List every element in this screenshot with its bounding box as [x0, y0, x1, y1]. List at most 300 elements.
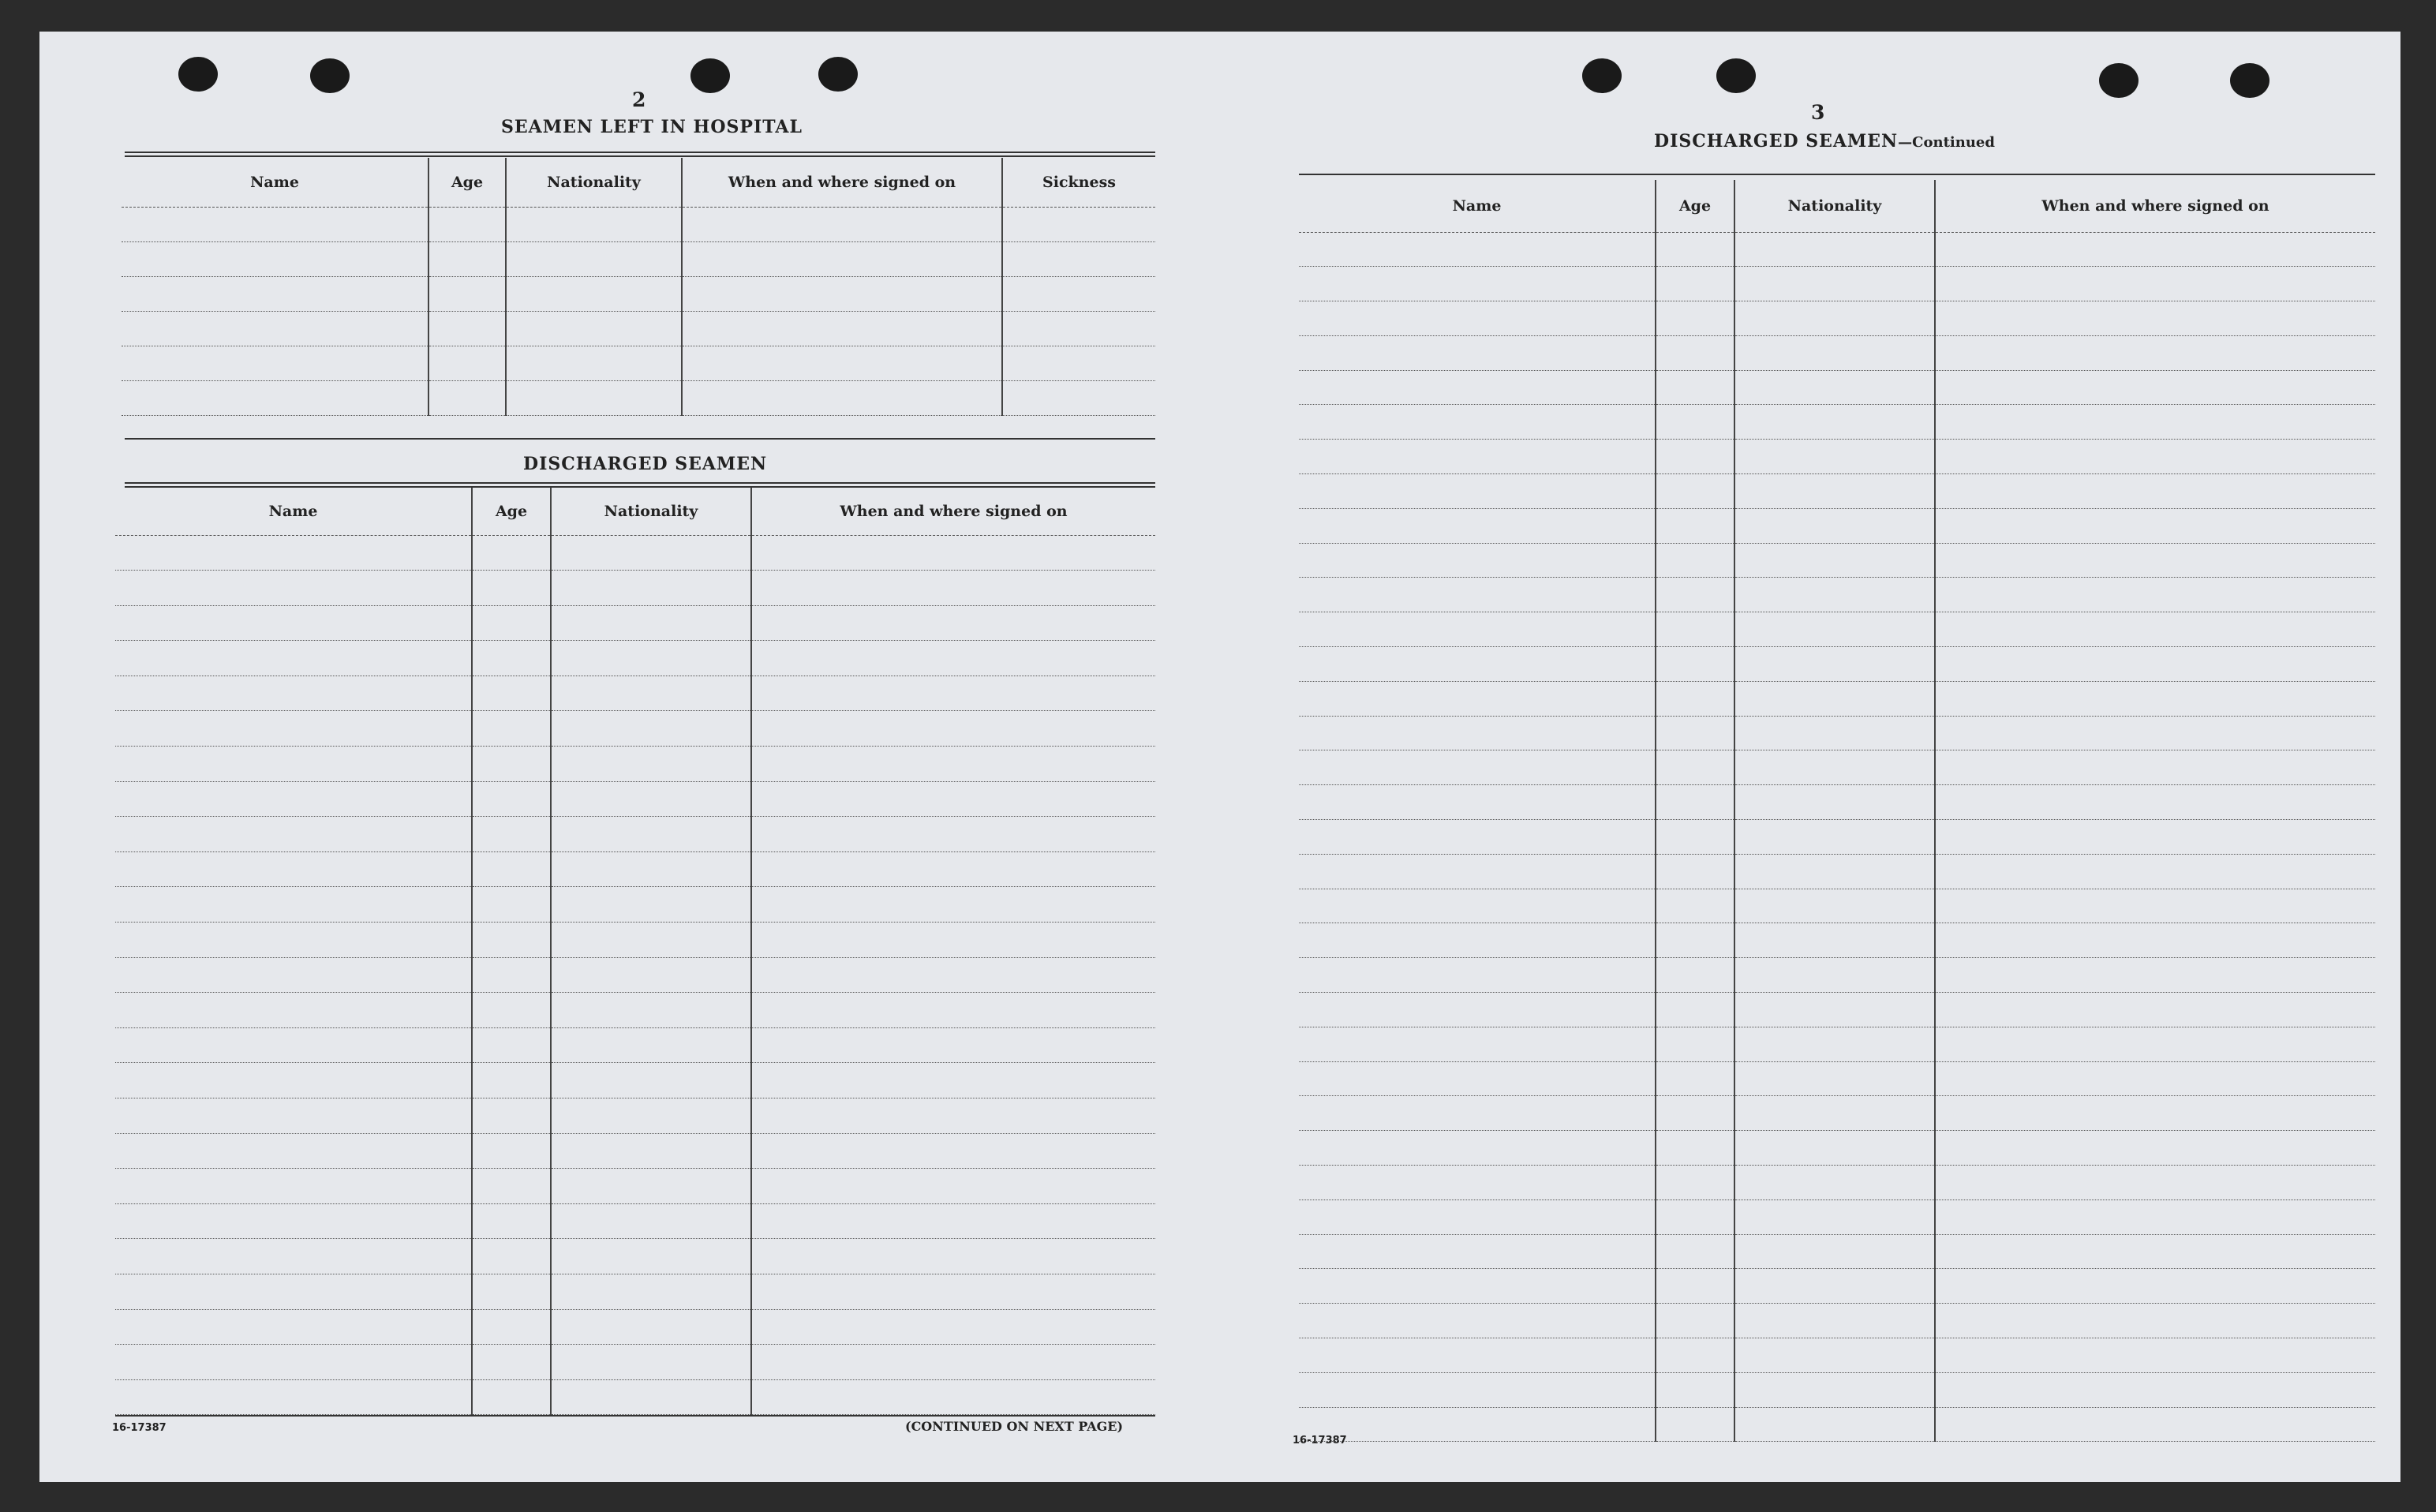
blank-cell-name[interactable] — [1299, 1234, 1656, 1269]
blank-cell-age[interactable] — [1656, 993, 1734, 1027]
blank-cell-nationality[interactable] — [1734, 1131, 1935, 1166]
blank-cell-when-and-where-signed-on[interactable] — [751, 1133, 1155, 1169]
blank-cell-nationality[interactable] — [1734, 854, 1935, 889]
blank-cell-age[interactable] — [472, 887, 551, 923]
blank-cell-age[interactable] — [472, 923, 551, 958]
blank-cell-nationality[interactable] — [551, 1169, 751, 1204]
blank-cell-nationality[interactable] — [1734, 1166, 1935, 1200]
blank-cell-nationality[interactable] — [1734, 889, 1935, 923]
blank-cell-when-and-where-signed-on[interactable] — [1935, 578, 2375, 612]
blank-cell-age[interactable] — [1656, 854, 1734, 889]
blank-cell-name[interactable] — [122, 276, 428, 311]
blank-cell-age[interactable] — [472, 781, 551, 817]
blank-cell-when-and-where-signed-on[interactable] — [751, 641, 1155, 676]
blank-cell-name[interactable] — [1299, 612, 1656, 647]
blank-cell-when-and-where-signed-on[interactable] — [1935, 681, 2375, 716]
blank-cell-when-and-where-signed-on[interactable] — [751, 535, 1155, 571]
blank-cell-name[interactable] — [115, 1098, 472, 1134]
blank-cell-name[interactable] — [1299, 543, 1656, 578]
blank-cell-age[interactable] — [1656, 750, 1734, 785]
blank-cell-age[interactable] — [1656, 1269, 1734, 1304]
blank-cell-age[interactable] — [1656, 1199, 1734, 1234]
blank-cell-name[interactable] — [1299, 1304, 1656, 1338]
table-row — [1299, 1027, 2375, 1061]
blank-cell-nationality[interactable] — [1734, 1407, 1935, 1442]
table-row — [1299, 1234, 2375, 1269]
table-row — [115, 1169, 1155, 1204]
column-header-name: Name — [1299, 180, 1656, 232]
blank-cell-age[interactable] — [1656, 1096, 1734, 1131]
blank-cell-age[interactable] — [472, 711, 551, 747]
blank-cell-nationality[interactable] — [551, 993, 751, 1028]
blank-cell-when-and-where-signed-on[interactable] — [751, 993, 1155, 1028]
blank-cell-when-and-where-signed-on[interactable] — [1935, 923, 2375, 958]
blank-cell-name[interactable] — [115, 1345, 472, 1380]
blank-cell-nationality[interactable] — [506, 276, 682, 311]
blank-cell-nationality[interactable] — [1734, 474, 1935, 509]
blank-cell-when-and-where-signed-on[interactable] — [1935, 543, 2375, 578]
blank-cell-age[interactable] — [1656, 1234, 1734, 1269]
blank-cell-when-and-where-signed-on[interactable] — [1935, 508, 2375, 543]
blank-cell-nationality[interactable] — [551, 676, 751, 711]
blank-cell-name[interactable] — [115, 1027, 472, 1063]
blank-cell-when-and-where-signed-on[interactable] — [682, 276, 1002, 311]
blank-cell-name[interactable] — [115, 641, 472, 676]
blank-cell-age[interactable] — [472, 1274, 551, 1309]
blank-cell-when-and-where-signed-on[interactable] — [751, 887, 1155, 923]
blank-cell-age[interactable] — [1656, 543, 1734, 578]
blank-cell-when-and-where-signed-on[interactable] — [751, 711, 1155, 747]
blank-cell-name[interactable] — [1299, 440, 1656, 474]
blank-cell-name[interactable] — [115, 957, 472, 993]
blank-cell-name[interactable] — [1299, 1061, 1656, 1096]
blank-cell-name[interactable] — [1299, 1199, 1656, 1234]
blank-cell-name[interactable] — [1299, 335, 1656, 370]
blank-cell-when-and-where-signed-on[interactable] — [1935, 335, 2375, 370]
blank-cell-age[interactable] — [1656, 301, 1734, 336]
blank-cell-name[interactable] — [1299, 993, 1656, 1027]
blank-cell-when-and-where-signed-on[interactable] — [751, 1274, 1155, 1309]
blank-cell-name[interactable] — [1299, 1269, 1656, 1304]
blank-cell-when-and-where-signed-on[interactable] — [751, 1203, 1155, 1239]
blank-cell-nationality[interactable] — [551, 711, 751, 747]
blank-cell-nationality[interactable] — [1734, 440, 1935, 474]
blank-cell-name[interactable] — [115, 747, 472, 782]
blank-cell-when-and-where-signed-on[interactable] — [751, 1027, 1155, 1063]
blank-cell-age[interactable] — [472, 1169, 551, 1204]
blank-cell-when-and-where-signed-on[interactable] — [1935, 993, 2375, 1027]
blank-cell-when-and-where-signed-on[interactable] — [1935, 1372, 2375, 1407]
blank-cell-nationality[interactable] — [1734, 335, 1935, 370]
blank-cell-when-and-where-signed-on[interactable] — [682, 311, 1002, 346]
blank-cell-nationality[interactable] — [551, 605, 751, 641]
blank-cell-age[interactable] — [472, 1027, 551, 1063]
blank-cell-when-and-where-signed-on[interactable] — [1935, 854, 2375, 889]
blank-cell-age[interactable] — [472, 605, 551, 641]
blank-cell-nationality[interactable] — [551, 1063, 751, 1098]
blank-cell-name[interactable] — [115, 711, 472, 747]
blank-cell-age[interactable] — [472, 851, 551, 887]
blank-cell-when-and-where-signed-on[interactable] — [1935, 301, 2375, 336]
blank-cell-name[interactable] — [1299, 1372, 1656, 1407]
blank-cell-sickness[interactable] — [1002, 207, 1155, 241]
blank-cell-nationality[interactable] — [1734, 1096, 1935, 1131]
blank-cell-when-and-where-signed-on[interactable] — [751, 605, 1155, 641]
blank-cell-nationality[interactable] — [1734, 750, 1935, 785]
blank-cell-name[interactable] — [115, 1203, 472, 1239]
blank-cell-nationality[interactable] — [1734, 405, 1935, 440]
blank-cell-name[interactable] — [115, 887, 472, 923]
blank-cell-nationality[interactable] — [551, 1274, 751, 1309]
blank-cell-age[interactable] — [472, 571, 551, 606]
blank-cell-name[interactable] — [115, 1133, 472, 1169]
blank-cell-name[interactable] — [1299, 1027, 1656, 1061]
blank-cell-age[interactable] — [1656, 232, 1734, 267]
blank-cell-age[interactable] — [472, 641, 551, 676]
blank-cell-age[interactable] — [428, 346, 506, 380]
blank-cell-when-and-where-signed-on[interactable] — [751, 1345, 1155, 1380]
blank-cell-name[interactable] — [1299, 716, 1656, 750]
blank-cell-nationality[interactable] — [506, 380, 682, 415]
column-header-age: Age — [428, 158, 506, 207]
blank-cell-age[interactable] — [1656, 958, 1734, 993]
blank-cell-nationality[interactable] — [551, 1203, 751, 1239]
blank-cell-nationality[interactable] — [1734, 370, 1935, 405]
blank-cell-when-and-where-signed-on[interactable] — [1935, 1061, 2375, 1096]
blank-cell-name[interactable] — [1299, 750, 1656, 785]
table-row — [1299, 335, 2375, 370]
blank-cell-name[interactable] — [122, 241, 428, 276]
blank-cell-when-and-where-signed-on[interactable] — [751, 851, 1155, 887]
table-row — [122, 241, 1155, 276]
blank-cell-age[interactable] — [1656, 440, 1734, 474]
document-sheet — [39, 32, 2400, 1482]
blank-cell-nationality[interactable] — [1734, 267, 1935, 301]
blank-cell-name[interactable] — [115, 993, 472, 1028]
blank-cell-age[interactable] — [1656, 578, 1734, 612]
right-top-rule — [1299, 174, 2375, 175]
blank-cell-age[interactable] — [1656, 1061, 1734, 1096]
blank-cell-nationality[interactable] — [506, 346, 682, 380]
blank-cell-nationality[interactable] — [551, 535, 751, 571]
blank-cell-when-and-where-signed-on[interactable] — [682, 380, 1002, 415]
blank-cell-nationality[interactable] — [506, 241, 682, 276]
blank-cell-name[interactable] — [1299, 889, 1656, 923]
blank-cell-when-and-where-signed-on[interactable] — [682, 346, 1002, 380]
table-row — [1299, 1199, 2375, 1234]
blank-cell-name[interactable] — [115, 1169, 472, 1204]
blank-cell-nationality[interactable] — [1734, 923, 1935, 958]
blank-cell-when-and-where-signed-on[interactable] — [1935, 1407, 2375, 1442]
blank-cell-age[interactable] — [1656, 508, 1734, 543]
table-row — [1299, 440, 2375, 474]
blank-cell-name[interactable] — [1299, 820, 1656, 855]
blank-cell-name[interactable] — [115, 781, 472, 817]
blank-cell-name[interactable] — [115, 571, 472, 606]
blank-cell-name[interactable] — [115, 1379, 472, 1415]
blank-cell-when-and-where-signed-on[interactable] — [751, 1063, 1155, 1098]
blank-cell-when-and-where-signed-on[interactable] — [1935, 612, 2375, 647]
blank-cell-name[interactable] — [1299, 958, 1656, 993]
blank-cell-age[interactable] — [1656, 370, 1734, 405]
blank-cell-name[interactable] — [1299, 405, 1656, 440]
blank-cell-name[interactable] — [1299, 854, 1656, 889]
blank-cell-name[interactable] — [115, 1309, 472, 1345]
blank-cell-when-and-where-signed-on[interactable] — [682, 207, 1002, 241]
blank-cell-age[interactable] — [1656, 889, 1734, 923]
punch-hole — [1582, 58, 1622, 93]
blank-cell-name[interactable] — [1299, 232, 1656, 267]
blank-cell-when-and-where-signed-on[interactable] — [1935, 785, 2375, 820]
blank-cell-nationality[interactable] — [1734, 1027, 1935, 1061]
blank-cell-name[interactable] — [115, 605, 472, 641]
blank-cell-age[interactable] — [1656, 612, 1734, 647]
blank-cell-age[interactable] — [1656, 923, 1734, 958]
blank-cell-age[interactable] — [472, 957, 551, 993]
blank-cell-when-and-where-signed-on[interactable] — [751, 1379, 1155, 1415]
blank-cell-nationality[interactable] — [1734, 1304, 1935, 1338]
blank-cell-age[interactable] — [1656, 1372, 1734, 1407]
blank-cell-when-and-where-signed-on[interactable] — [1935, 405, 2375, 440]
blank-cell-age[interactable] — [1656, 267, 1734, 301]
blank-cell-when-and-where-signed-on[interactable] — [751, 1239, 1155, 1274]
blank-cell-when-and-where-signed-on[interactable] — [751, 923, 1155, 958]
punch-hole — [178, 57, 218, 92]
blank-cell-age[interactable] — [472, 1239, 551, 1274]
blank-cell-when-and-where-signed-on[interactable] — [1935, 1338, 2375, 1373]
blank-cell-age[interactable] — [1656, 1407, 1734, 1442]
blank-cell-when-and-where-signed-on[interactable] — [1935, 1269, 2375, 1304]
blank-cell-when-and-where-signed-on[interactable] — [751, 957, 1155, 993]
blank-cell-age[interactable] — [1656, 820, 1734, 855]
blank-cell-age[interactable] — [472, 676, 551, 711]
blank-cell-age[interactable] — [428, 207, 506, 241]
blank-cell-when-and-where-signed-on[interactable] — [1935, 440, 2375, 474]
blank-cell-name[interactable] — [1299, 1131, 1656, 1166]
blank-cell-when-and-where-signed-on[interactable] — [1935, 1166, 2375, 1200]
blank-cell-name[interactable] — [115, 1274, 472, 1309]
blank-cell-when-and-where-signed-on[interactable] — [751, 747, 1155, 782]
blank-cell-name[interactable] — [1299, 681, 1656, 716]
blank-cell-age[interactable] — [472, 1063, 551, 1098]
blank-cell-age[interactable] — [1656, 474, 1734, 509]
blank-cell-name[interactable] — [1299, 1338, 1656, 1373]
blank-cell-when-and-where-signed-on[interactable] — [1935, 474, 2375, 509]
blank-cell-nationality[interactable] — [1734, 1372, 1935, 1407]
discharged-top-rule — [125, 438, 1155, 440]
blank-cell-nationality[interactable] — [551, 641, 751, 676]
blank-cell-nationality[interactable] — [551, 1345, 751, 1380]
blank-cell-age[interactable] — [1656, 1338, 1734, 1373]
blank-cell-nationality[interactable] — [1734, 612, 1935, 647]
blank-cell-when-and-where-signed-on[interactable] — [751, 1169, 1155, 1204]
blank-cell-when-and-where-signed-on[interactable] — [1935, 1234, 2375, 1269]
right-discharged-table — [1299, 180, 2375, 1442]
blank-cell-age[interactable] — [472, 1379, 551, 1415]
blank-cell-sickness[interactable] — [1002, 241, 1155, 276]
blank-cell-age[interactable] — [1656, 1027, 1734, 1061]
blank-cell-name[interactable] — [115, 851, 472, 887]
blank-cell-nationality[interactable] — [1734, 1338, 1935, 1373]
blank-cell-name[interactable] — [122, 207, 428, 241]
blank-cell-when-and-where-signed-on[interactable] — [1935, 1027, 2375, 1061]
blank-cell-age[interactable] — [1656, 405, 1734, 440]
blank-cell-when-and-where-signed-on[interactable] — [1935, 750, 2375, 785]
continued-note: (CONTINUED ON NEXT PAGE) — [905, 1419, 1124, 1434]
punch-hole — [690, 58, 730, 93]
blank-cell-when-and-where-signed-on[interactable] — [1935, 1131, 2375, 1166]
blank-cell-when-and-where-signed-on[interactable] — [682, 241, 1002, 276]
blank-cell-nationality[interactable] — [1734, 993, 1935, 1027]
blank-cell-when-and-where-signed-on[interactable] — [1935, 820, 2375, 855]
blank-cell-age[interactable] — [472, 1098, 551, 1134]
blank-cell-nationality[interactable] — [551, 887, 751, 923]
blank-cell-nationality[interactable] — [551, 571, 751, 606]
blank-cell-nationality[interactable] — [1734, 958, 1935, 993]
blank-cell-sickness[interactable] — [1002, 380, 1155, 415]
blank-cell-sickness[interactable] — [1002, 311, 1155, 346]
blank-cell-nationality[interactable] — [551, 957, 751, 993]
blank-cell-when-and-where-signed-on[interactable] — [1935, 1199, 2375, 1234]
blank-cell-sickness[interactable] — [1002, 346, 1155, 380]
blank-cell-name[interactable] — [1299, 370, 1656, 405]
blank-cell-name[interactable] — [122, 311, 428, 346]
blank-cell-nationality[interactable] — [551, 1027, 751, 1063]
blank-cell-nationality[interactable] — [1734, 681, 1935, 716]
blank-cell-age[interactable] — [1656, 716, 1734, 750]
blank-cell-nationality[interactable] — [551, 781, 751, 817]
blank-cell-when-and-where-signed-on[interactable] — [751, 817, 1155, 852]
blank-cell-nationality[interactable] — [1734, 785, 1935, 820]
blank-cell-nationality[interactable] — [551, 1133, 751, 1169]
blank-cell-age[interactable] — [472, 747, 551, 782]
blank-cell-name[interactable] — [115, 1063, 472, 1098]
blank-cell-when-and-where-signed-on[interactable] — [1935, 267, 2375, 301]
blank-cell-name[interactable] — [115, 535, 472, 571]
blank-cell-age[interactable] — [1656, 1131, 1734, 1166]
blank-cell-nationality[interactable] — [506, 311, 682, 346]
blank-cell-when-and-where-signed-on[interactable] — [1935, 1096, 2375, 1131]
blank-cell-age[interactable] — [472, 1203, 551, 1239]
blank-cell-name[interactable] — [1299, 1407, 1656, 1442]
blank-cell-age[interactable] — [428, 380, 506, 415]
blank-cell-nationality[interactable] — [1734, 1234, 1935, 1269]
blank-cell-nationality[interactable] — [1734, 578, 1935, 612]
table-row — [1299, 681, 2375, 716]
blank-cell-name[interactable] — [115, 817, 472, 852]
table-row — [115, 641, 1155, 676]
blank-cell-nationality[interactable] — [1734, 1199, 1935, 1234]
blank-cell-nationality[interactable] — [1734, 647, 1935, 682]
blank-cell-nationality[interactable] — [1734, 543, 1935, 578]
blank-cell-nationality[interactable] — [506, 207, 682, 241]
blank-cell-name[interactable] — [122, 380, 428, 415]
blank-cell-when-and-where-signed-on[interactable] — [751, 571, 1155, 606]
blank-cell-nationality[interactable] — [551, 1379, 751, 1415]
blank-cell-nationality[interactable] — [551, 817, 751, 852]
blank-cell-age[interactable] — [472, 817, 551, 852]
blank-cell-when-and-where-signed-on[interactable] — [751, 1098, 1155, 1134]
blank-cell-name[interactable] — [1299, 1096, 1656, 1131]
table-row — [1299, 854, 2375, 889]
left-page-number: 2 — [632, 88, 646, 111]
blank-cell-name[interactable] — [115, 1239, 472, 1274]
right-title-main: DISCHARGED SEAMEN — [1654, 131, 1899, 152]
blank-cell-age[interactable] — [1656, 1166, 1734, 1200]
blank-cell-nationality[interactable] — [1734, 820, 1935, 855]
blank-cell-when-and-where-signed-on[interactable] — [1935, 370, 2375, 405]
blank-cell-age[interactable] — [472, 535, 551, 571]
table-row — [1299, 1372, 2375, 1407]
blank-cell-nationality[interactable] — [551, 1309, 751, 1345]
table-row — [115, 781, 1155, 817]
column-header-name: Name — [115, 488, 472, 535]
blank-cell-age[interactable] — [1656, 681, 1734, 716]
blank-cell-when-and-where-signed-on[interactable] — [751, 781, 1155, 817]
right-form-number: 16-17387 — [1293, 1435, 1347, 1447]
blank-cell-name[interactable] — [1299, 647, 1656, 682]
blank-cell-name[interactable] — [115, 923, 472, 958]
blank-cell-name[interactable] — [1299, 923, 1656, 958]
blank-cell-nationality[interactable] — [551, 1239, 751, 1274]
blank-cell-nationality[interactable] — [551, 1098, 751, 1134]
blank-cell-age[interactable] — [472, 1345, 551, 1380]
blank-cell-age[interactable] — [1656, 1304, 1734, 1338]
blank-cell-age[interactable] — [1656, 785, 1734, 820]
blank-cell-age[interactable] — [1656, 335, 1734, 370]
blank-cell-name[interactable] — [122, 346, 428, 380]
blank-cell-age[interactable] — [472, 993, 551, 1028]
blank-cell-name[interactable] — [1299, 785, 1656, 820]
blank-cell-age[interactable] — [472, 1309, 551, 1345]
blank-cell-nationality[interactable] — [551, 923, 751, 958]
blank-cell-nationality[interactable] — [551, 851, 751, 887]
table-row — [1299, 785, 2375, 820]
table-row — [115, 1203, 1155, 1239]
blank-cell-when-and-where-signed-on[interactable] — [1935, 647, 2375, 682]
blank-cell-when-and-where-signed-on[interactable] — [1935, 889, 2375, 923]
blank-cell-nationality[interactable] — [551, 747, 751, 782]
blank-cell-nationality[interactable] — [1734, 232, 1935, 267]
blank-cell-name[interactable] — [115, 676, 472, 711]
blank-cell-age[interactable] — [1656, 647, 1734, 682]
table-row — [1299, 820, 2375, 855]
blank-cell-age[interactable] — [428, 241, 506, 276]
blank-cell-nationality[interactable] — [1734, 508, 1935, 543]
blank-cell-when-and-where-signed-on[interactable] — [1935, 232, 2375, 267]
blank-cell-name[interactable] — [1299, 1166, 1656, 1200]
blank-cell-name[interactable] — [1299, 267, 1656, 301]
left-bottom-rule — [115, 1415, 1155, 1417]
blank-cell-name[interactable] — [1299, 508, 1656, 543]
blank-cell-age[interactable] — [472, 1133, 551, 1169]
blank-cell-name[interactable] — [1299, 578, 1656, 612]
blank-cell-sickness[interactable] — [1002, 276, 1155, 311]
blank-cell-when-and-where-signed-on[interactable] — [1935, 716, 2375, 750]
blank-cell-when-and-where-signed-on[interactable] — [1935, 958, 2375, 993]
blank-cell-when-and-where-signed-on[interactable] — [751, 1309, 1155, 1345]
blank-cell-when-and-where-signed-on[interactable] — [1935, 1304, 2375, 1338]
blank-cell-nationality[interactable] — [1734, 1269, 1935, 1304]
blank-cell-age[interactable] — [428, 276, 506, 311]
blank-cell-nationality[interactable] — [1734, 301, 1935, 336]
blank-cell-name[interactable] — [1299, 474, 1656, 509]
blank-cell-nationality[interactable] — [1734, 1061, 1935, 1096]
blank-cell-nationality[interactable] — [1734, 716, 1935, 750]
blank-cell-age[interactable] — [428, 311, 506, 346]
blank-cell-name[interactable] — [1299, 301, 1656, 336]
blank-cell-when-and-where-signed-on[interactable] — [751, 676, 1155, 711]
